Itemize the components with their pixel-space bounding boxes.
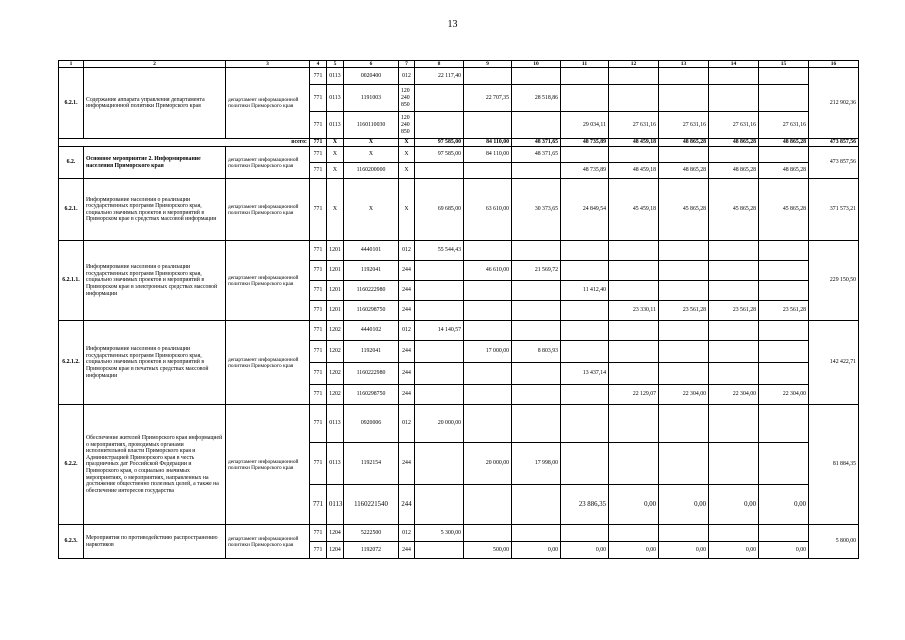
cell [415, 281, 464, 301]
cell: 48 865,28 [759, 139, 809, 147]
cell: 46 610,00 [464, 261, 512, 281]
cell [759, 261, 809, 281]
cell: 5222500 [344, 525, 399, 542]
header-cell: 9 [464, 61, 512, 68]
cell [464, 485, 512, 525]
row-total: 212 902,36 [809, 68, 859, 139]
cell [561, 301, 609, 321]
cell [659, 261, 709, 281]
table-header-row [59, 61, 859, 68]
cell [561, 85, 609, 112]
cell [415, 261, 464, 281]
row-code: 6.2.1. [59, 68, 84, 139]
cell: 4440101 [344, 241, 399, 261]
cell: 55 544,43 [415, 241, 464, 261]
cell: 48 459,18 [609, 139, 659, 147]
cell: 771 [310, 301, 327, 321]
cell [709, 321, 759, 341]
cell [609, 405, 659, 443]
cell: 0920006 [344, 405, 399, 443]
cell: 27 631,16 [609, 112, 659, 139]
cell [512, 112, 561, 139]
cell: 97 585,00 [415, 139, 464, 147]
cell: 1160110030 [344, 112, 399, 139]
cell: 48 865,28 [659, 139, 709, 147]
cell: 1201 [327, 241, 344, 261]
cell [561, 525, 609, 542]
cell: 20 000,00 [415, 405, 464, 443]
row-name: Содержание аппарата управления департамента информационной политики Приморского края [84, 68, 226, 139]
row-dept: департамент информационной политики Приморского края [226, 405, 310, 525]
cell: 244 [399, 485, 415, 525]
cell: 23 886,35 [561, 485, 609, 525]
cell [759, 443, 809, 485]
row-code: 6.2.3. [59, 525, 84, 559]
cell: 1202 [327, 363, 344, 385]
cell: 771 [310, 385, 327, 405]
cell [759, 241, 809, 261]
cell [464, 112, 512, 139]
table-row [59, 321, 859, 341]
header-cell: 1 [59, 61, 84, 68]
cell [464, 525, 512, 542]
cell: 5 300,00 [415, 525, 464, 542]
cell [609, 363, 659, 385]
cell: 0,00 [561, 542, 609, 559]
cell: 771 [310, 363, 327, 385]
cell: 771 [310, 68, 327, 85]
cell [609, 321, 659, 341]
cell: 1160222980 [344, 281, 399, 301]
cell: 1202 [327, 341, 344, 363]
cell: 771 [310, 525, 327, 542]
cell: 0113 [327, 405, 344, 443]
header-cell: 6 [344, 61, 399, 68]
cell [659, 363, 709, 385]
cell: 771 [310, 261, 327, 281]
cell: 23 561,28 [759, 301, 809, 321]
cell [609, 443, 659, 485]
cell [759, 85, 809, 112]
cell: 244 [399, 542, 415, 559]
cell [659, 147, 709, 163]
cell: 48 371,65 [512, 139, 561, 147]
cell [609, 147, 659, 163]
cell [609, 261, 659, 281]
cell: 48 735,89 [561, 139, 609, 147]
cell [659, 341, 709, 363]
cell [464, 301, 512, 321]
cell: 120 240 850 [399, 85, 415, 112]
table-row [59, 179, 859, 241]
cell [464, 281, 512, 301]
row-name: Обеспечение жителей Приморского края информацией о мероприятиях, проводимых органами исполнительной власти Приморского края и Администрацией Приморского края в честь праздничных дат Российской Федерации и Приморского края, о социально значимых мероприятиях, о мероприятиях, направленных на достижение общественно полезных целей, а также на обеспечение интересов государства [84, 405, 226, 525]
cell [464, 321, 512, 341]
cell [709, 85, 759, 112]
cell [709, 443, 759, 485]
cell: 0,00 [659, 542, 709, 559]
cell: 500,00 [464, 542, 512, 559]
cell: 22 117,40 [415, 68, 464, 85]
cell: 11 412,40 [561, 281, 609, 301]
cell: 771 [310, 112, 327, 139]
cell [512, 525, 561, 542]
cell: 29 034,11 [561, 112, 609, 139]
table-row [59, 525, 859, 542]
cell [415, 485, 464, 525]
cell [759, 363, 809, 385]
table-row [59, 68, 859, 85]
cell [512, 405, 561, 443]
cell: 45 865,28 [709, 179, 759, 241]
table-row [59, 405, 859, 443]
cell: 30 373,65 [512, 179, 561, 241]
cell: 244 [399, 385, 415, 405]
cell: 84 110,00 [464, 139, 512, 147]
cell [759, 68, 809, 85]
cell: 27 631,16 [759, 112, 809, 139]
cell: 0113 [327, 485, 344, 525]
cell [561, 261, 609, 281]
cell: 45 459,18 [609, 179, 659, 241]
cell: X [344, 179, 399, 241]
cell [415, 112, 464, 139]
cell: 0113 [327, 68, 344, 85]
cell: 012 [399, 525, 415, 542]
cell: 0,00 [759, 485, 809, 525]
cell [415, 301, 464, 321]
cell [464, 163, 512, 179]
cell: 23 561,28 [709, 301, 759, 321]
cell [464, 68, 512, 85]
header-cell: 12 [609, 61, 659, 68]
cell: 22 304,00 [759, 385, 809, 405]
cell [759, 281, 809, 301]
cell [464, 241, 512, 261]
cell: 0,00 [609, 542, 659, 559]
cell: 1192041 [344, 261, 399, 281]
cell: 0113 [327, 85, 344, 112]
cell: 0,00 [659, 485, 709, 525]
row-dept: департамент информационной политики Приморского края [226, 68, 310, 139]
cell [709, 241, 759, 261]
cell: 1160298750 [344, 301, 399, 321]
cell: 771 [310, 321, 327, 341]
cell [659, 321, 709, 341]
table-row [59, 147, 859, 163]
cell [464, 405, 512, 443]
cell: 1192041 [344, 341, 399, 363]
cell: 771 [310, 341, 327, 363]
cell: 24 849,54 [561, 179, 609, 241]
cell: 21 569,72 [512, 261, 561, 281]
header-cell: 11 [561, 61, 609, 68]
cell: 1160200000 [344, 163, 399, 179]
cell: 1201 [327, 261, 344, 281]
cell: 1160221540 [344, 485, 399, 525]
cell: 771 [310, 241, 327, 261]
cell [464, 385, 512, 405]
row-code: 6.2.1. [59, 179, 84, 241]
cell: 22 129,07 [609, 385, 659, 405]
cell: 244 [399, 363, 415, 385]
cell [561, 147, 609, 163]
cell: 20 000,00 [464, 443, 512, 485]
cell: 012 [399, 321, 415, 341]
cell: 771 [310, 405, 327, 443]
cell: 22 707,35 [464, 85, 512, 112]
cell [659, 281, 709, 301]
cell: 120 240 850 [399, 112, 415, 139]
cell: 48 371,65 [512, 147, 561, 163]
cell [759, 525, 809, 542]
cell [512, 301, 561, 321]
cell: 1204 [327, 542, 344, 559]
row-name: Информирование населения о реализации государственных программ Приморского края, социально значимых проектов и мероприятий в Приморском крае в печатных средствах массовой информации [84, 321, 226, 405]
row-code: 6.2.2. [59, 405, 84, 525]
cell: 771 [310, 139, 327, 147]
cell: X [327, 147, 344, 163]
cell: 17 000,00 [464, 341, 512, 363]
cell [709, 341, 759, 363]
table-row [59, 241, 859, 261]
header-cell: 15 [759, 61, 809, 68]
cell: 48 459,18 [609, 163, 659, 179]
cell [709, 147, 759, 163]
row-name: Информирование населения о реализации государственных программ Приморского края, социально значимых проектов и мероприятий в Приморском крае в электронных средствах массовой информации [84, 241, 226, 321]
cell: 771 [310, 485, 327, 525]
row-total: 142 422,71 [809, 321, 859, 405]
cell: 473 857,56 [809, 139, 859, 147]
cell: 0,00 [709, 542, 759, 559]
cell [512, 163, 561, 179]
cell [415, 163, 464, 179]
cell: 22 304,00 [659, 385, 709, 405]
header-cell: 3 [226, 61, 310, 68]
cell: 771 [310, 179, 327, 241]
cell: 1192072 [344, 542, 399, 559]
cell: 244 [399, 341, 415, 363]
cell: 771 [310, 163, 327, 179]
cell [709, 68, 759, 85]
cell [609, 241, 659, 261]
cell: 0113 [327, 112, 344, 139]
row-total: 371 573,21 [809, 179, 859, 241]
cell: 1160298750 [344, 385, 399, 405]
cell [512, 241, 561, 261]
cell: 69 685,00 [415, 179, 464, 241]
cell: 23 330,11 [609, 301, 659, 321]
cell: 0,00 [512, 542, 561, 559]
cell: 22 304,00 [709, 385, 759, 405]
cell: X [327, 163, 344, 179]
total-label: всего: [59, 139, 310, 147]
header-cell: 4 [310, 61, 327, 68]
row-total: 81 884,35 [809, 405, 859, 525]
cell [512, 321, 561, 341]
cell [415, 443, 464, 485]
header-cell: 7 [399, 61, 415, 68]
cell [415, 385, 464, 405]
cell [759, 147, 809, 163]
cell [512, 281, 561, 301]
row-dept: департамент информационной политики Приморского края [226, 525, 310, 559]
cell: 14 140,57 [415, 321, 464, 341]
header-cell: 5 [327, 61, 344, 68]
cell [659, 525, 709, 542]
cell: X [399, 179, 415, 241]
row-dept: департамент информационной политики Приморского края [226, 321, 310, 405]
row-total: 473 857,56 [809, 147, 859, 179]
row-code: 6.2.1.2. [59, 321, 84, 405]
cell: 27 631,16 [659, 112, 709, 139]
cell [561, 385, 609, 405]
cell: 771 [310, 443, 327, 485]
header-cell: 8 [415, 61, 464, 68]
cell [709, 405, 759, 443]
cell: 27 631,16 [709, 112, 759, 139]
header-cell: 16 [809, 61, 859, 68]
cell: 4440102 [344, 321, 399, 341]
cell: 771 [310, 542, 327, 559]
row-code: 6.2.1.1. [59, 241, 84, 321]
cell [709, 525, 759, 542]
row-dept: департамент информационной политики Приморского края [226, 241, 310, 321]
cell: 17 998,00 [512, 443, 561, 485]
cell [709, 261, 759, 281]
cell: 48 735,89 [561, 163, 609, 179]
header-cell: 13 [659, 61, 709, 68]
header-cell: 14 [709, 61, 759, 68]
row-total: 5 800,00 [809, 525, 859, 559]
cell [561, 405, 609, 443]
header-cell: 2 [84, 61, 226, 68]
cell [759, 321, 809, 341]
cell [464, 363, 512, 385]
cell [415, 542, 464, 559]
cell: 0,00 [709, 485, 759, 525]
cell: 48 865,28 [709, 139, 759, 147]
total-row [59, 139, 859, 147]
cell: 244 [399, 261, 415, 281]
cell: 012 [399, 241, 415, 261]
row-name: Мероприятия по противодействию распространению наркотиков [84, 525, 226, 559]
cell: 45 865,28 [659, 179, 709, 241]
row-code: 6.2. [59, 147, 84, 179]
cell: 13 437,14 [561, 363, 609, 385]
cell [512, 68, 561, 85]
cell: 771 [310, 85, 327, 112]
cell [512, 485, 561, 525]
cell: 23 561,28 [659, 301, 709, 321]
cell [659, 241, 709, 261]
row-total: 229 150,50 [809, 241, 859, 321]
cell: 0,00 [609, 485, 659, 525]
cell: 1192154 [344, 443, 399, 485]
cell [415, 341, 464, 363]
row-dept: департамент информационной политики Приморского края [226, 147, 310, 179]
cell: 48 865,28 [759, 163, 809, 179]
row-dept: департамент информационной политики Приморского края [226, 179, 310, 241]
cell [659, 405, 709, 443]
cell: 771 [310, 281, 327, 301]
row-name: Информирование населения о реализации государственных программ Приморского края, социально значимых проектов и мероприятий в Приморском крае в средствах массовой информации [84, 179, 226, 241]
cell: 8 803,93 [512, 341, 561, 363]
cell [561, 341, 609, 363]
cell: 012 [399, 405, 415, 443]
cell: X [399, 163, 415, 179]
cell: 1201 [327, 281, 344, 301]
cell: X [399, 147, 415, 163]
cell [609, 68, 659, 85]
page-number: 13 [447, 19, 458, 30]
cell [609, 525, 659, 542]
cell: 84 110,00 [464, 147, 512, 163]
cell: 1202 [327, 321, 344, 341]
cell: 63 610,00 [464, 179, 512, 241]
cell [561, 68, 609, 85]
cell: 45 865,28 [759, 179, 809, 241]
cell: 28 518,86 [512, 85, 561, 112]
cell [709, 281, 759, 301]
cell: 48 865,28 [659, 163, 709, 179]
cell [512, 385, 561, 405]
cell [512, 363, 561, 385]
cell: X [344, 147, 399, 163]
cell [415, 363, 464, 385]
cell: X [327, 139, 344, 147]
cell: 1191003 [344, 85, 399, 112]
cell [709, 363, 759, 385]
cell: X [327, 179, 344, 241]
cell [609, 85, 659, 112]
cell: X [399, 139, 415, 147]
header-cell: 10 [512, 61, 561, 68]
cell: 1202 [327, 385, 344, 405]
cell: X [344, 139, 399, 147]
cell [659, 85, 709, 112]
cell: 1204 [327, 525, 344, 542]
cell [561, 443, 609, 485]
cell: 1160222980 [344, 363, 399, 385]
cell: 0020400 [344, 68, 399, 85]
cell [659, 443, 709, 485]
budget-table [58, 60, 859, 559]
cell [759, 405, 809, 443]
cell [609, 281, 659, 301]
cell: 244 [399, 301, 415, 321]
cell [561, 321, 609, 341]
cell [609, 341, 659, 363]
cell: 48 865,28 [709, 163, 759, 179]
cell: 0,00 [759, 542, 809, 559]
cell: 244 [399, 281, 415, 301]
cell: 0113 [327, 443, 344, 485]
cell [561, 241, 609, 261]
cell [759, 341, 809, 363]
cell [415, 85, 464, 112]
row-name: Основное мероприятие 2. Информирование населения Приморского края [84, 147, 226, 179]
cell: 771 [310, 147, 327, 163]
cell: 97 585,00 [415, 147, 464, 163]
cell: 012 [399, 68, 415, 85]
cell: 244 [399, 443, 415, 485]
cell: 1201 [327, 301, 344, 321]
cell [659, 68, 709, 85]
